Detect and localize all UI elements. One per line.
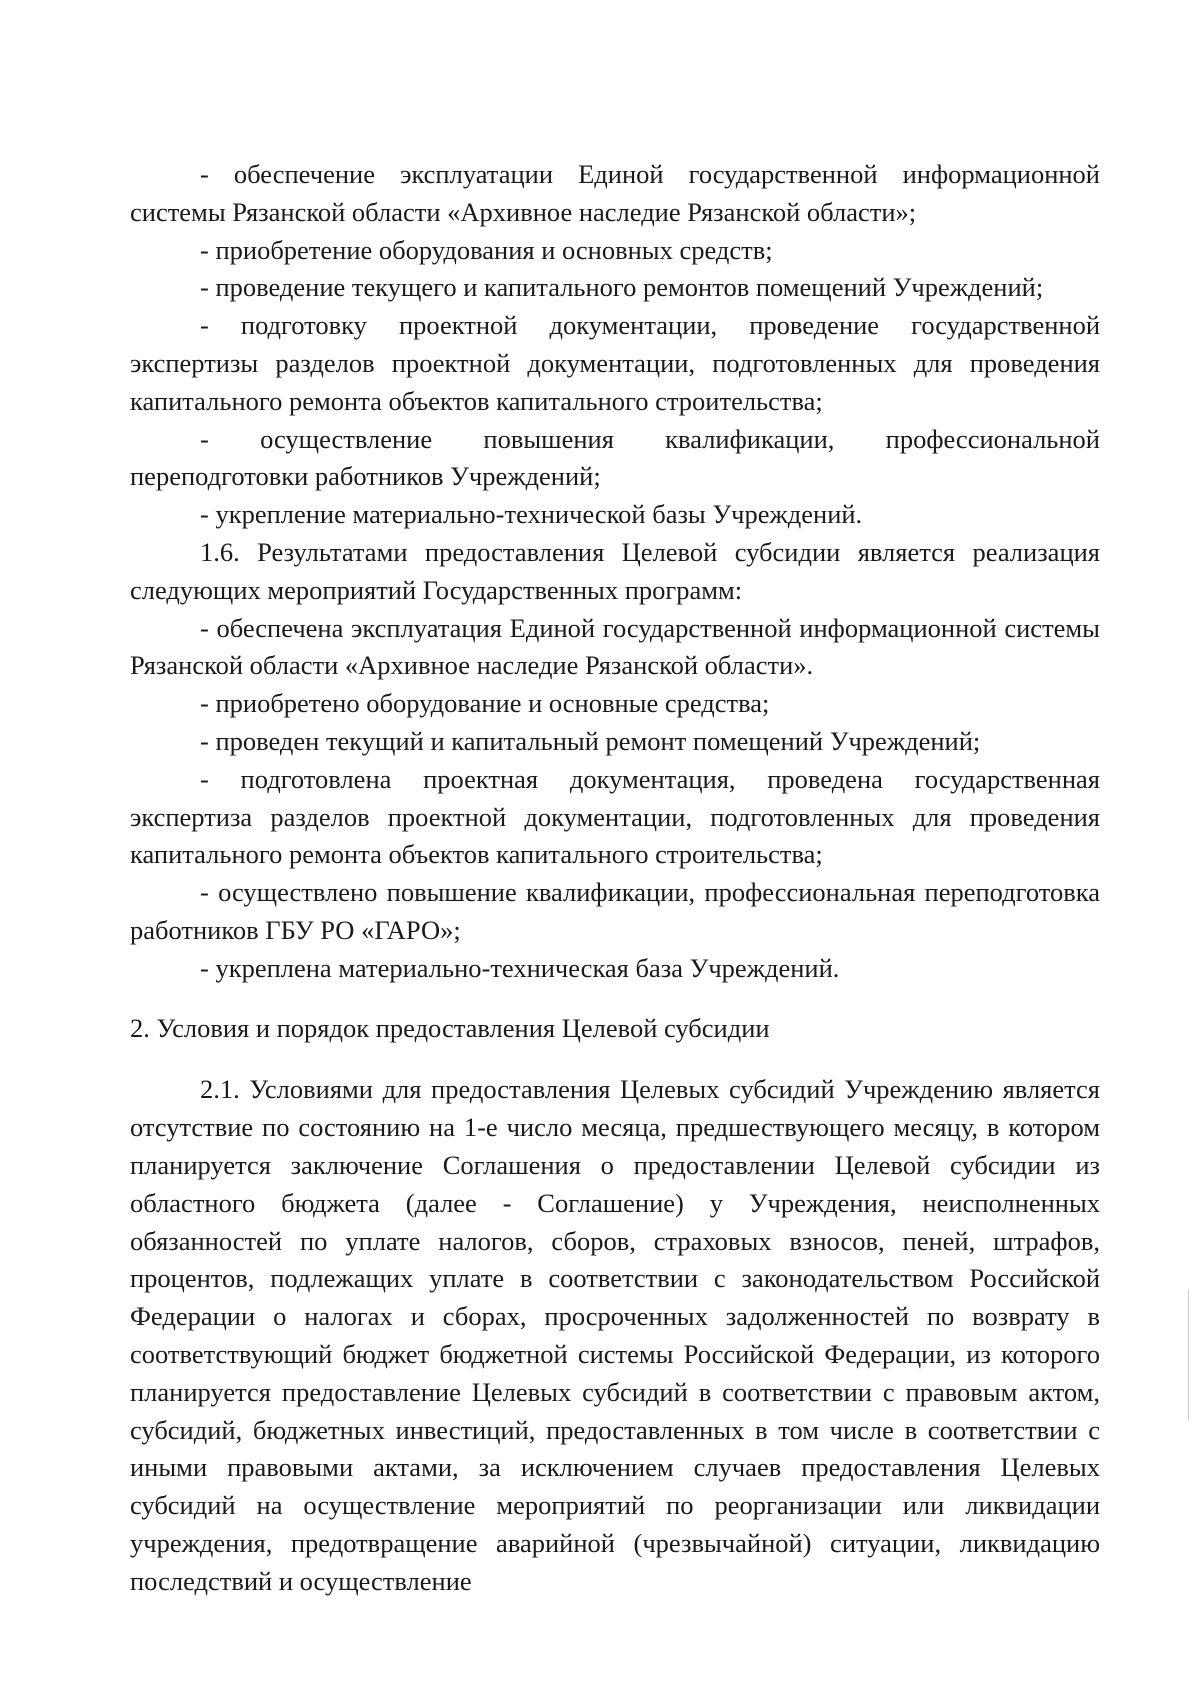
section-2-heading: 2. Условия и порядок предоставления Целевой субсидии: [130, 1012, 770, 1043]
result-project-documentation: - подготовлена проектная документация, проведена государственная экспертиза разделов проектной документации, подготовленных для проведения капитального ремонта объектов капитального строительства;: [130, 763, 1100, 870]
paragraph-material-base: - укрепление материально-технической базы Учреждений.: [200, 499, 863, 530]
paragraph-repair: - проведение текущего и капитального ремонтов помещений Учреждений;: [200, 272, 1044, 303]
paragraph-equipment-purchase: - приобретение оборудования и основных средств;: [200, 234, 773, 265]
scan-edge-mark: [1188, 1290, 1189, 1420]
paragraph-1-6-results: 1.6. Результатами предоставления Целевой субсидии является реализация следующих мероприятий Государственных программ:: [130, 536, 1100, 605]
result-equipment-purchased: - приобретено оборудование и основные средства;: [200, 688, 770, 719]
document-body: [130, 156, 1100, 1600]
paragraph-2-1: 2.1. Условиями для предоставления Целевых субсидий Учреждению является отсутствие по состоянию на 1-е число месяца, предшествующего месяцу, в котором планируется заключение Соглашения о предоставлении Целевой субсидии из областного бюджета (далее - Соглашение) у Учреждения, неисполненных обязанностей по уплате налогов, сборов, страховых взносов, пеней, штрафов, процентов, подлежащих уплате в соответствии с законодательством Российской Федерации о налогах и сборах, просроченных задолженностей по возврату в соответствующий бюджет бюджетной системы Российской Федерации, из которого планируется предоставление Целевых субсидий в соответствии с правовым актом, субсидий, бюджетных инвестиций, предоставленных в том числе в соответствии с иными правовыми актами, за исключением случаев предоставления Целевых субсидий на осуществление мероприятий по реорганизации или ликвидации учреждения, предотвращение аварийной (чрезвычайной) ситуации, ликвидацию последствий и осуществление: [130, 1074, 1100, 1596]
result-qualification: - осуществлено повышение квалификации, профессиональная переподготовка работников ГБУ РО «ГАРО»;: [130, 877, 1100, 945]
paragraph-operation-egis: - обеспечение эксплуатации Единой государственной информационной системы Рязанской области «Архивное наследие Рязанской области»;: [130, 159, 1100, 227]
paragraph-project-documentation: - подготовку проектной документации, проведение государственной экспертизы разделов проектной документации, подготовленных для проведения капитального ремонта объектов капитального строительства;: [130, 310, 1100, 416]
result-operation-egis: - обеспечена эксплуатация Единой государственной информационной системы Рязанской области «Архивное наследие Рязанской области».: [130, 612, 1100, 681]
result-repair-done: - проведен текущий и капитальный ремонт помещений Учреждений;: [200, 725, 981, 756]
result-material-base: - укреплена материально-техническая база Учреждений.: [200, 952, 840, 983]
paragraph-qualification: - осуществление повышения квалификации, профессиональной переподготовки работников Учреждений;: [130, 423, 1100, 492]
